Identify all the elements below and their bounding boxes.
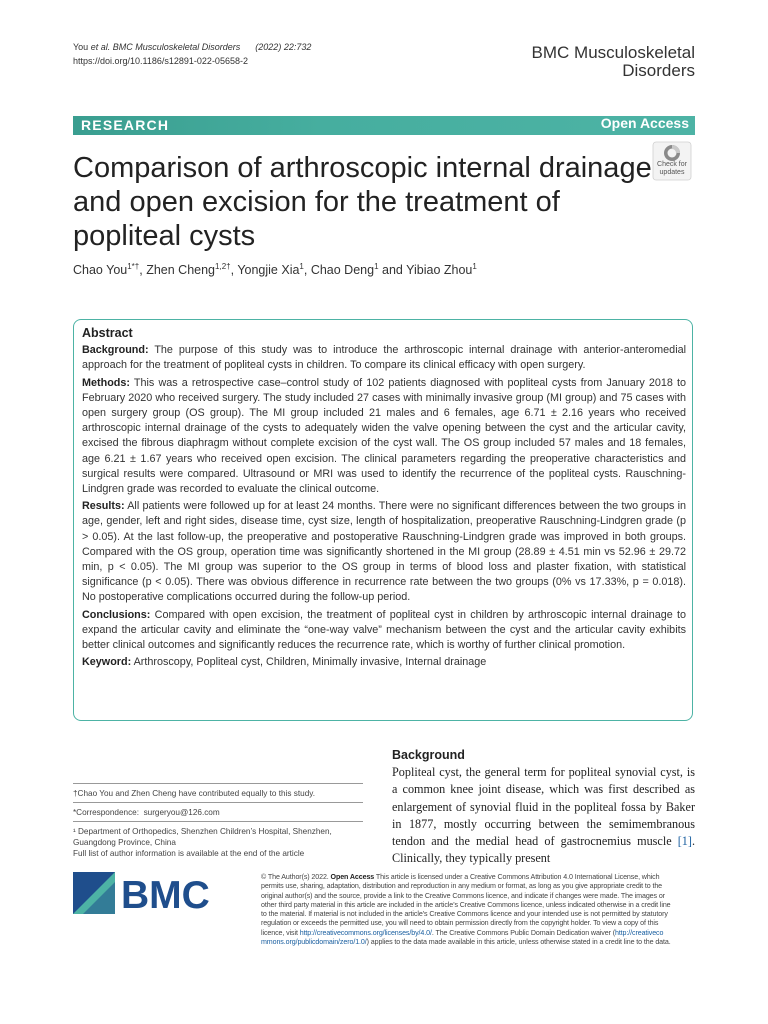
- abstract-heading: Abstract: [82, 326, 133, 340]
- running-citation: You et al. BMC Musculoskeletal Disorders (2022) 22:732: [73, 42, 312, 52]
- body-paragraph: Popliteal cyst, the general term for popliteal synovial cyst, is a common knee joint disease, which was first described as enlargement of synovial fluid in the popliteal fossa by Baker in 1877, mostly occurring between the semimembranous tendon and the medial head of gastrocnemius muscle [1]. Clinically, they typically present: [392, 765, 695, 866]
- doi-link[interactable]: https://doi.org/10.1186/s12891-022-05658-2: [73, 56, 248, 66]
- author-info-note: Full list of author information is available at the end of the article: [73, 849, 305, 858]
- section-heading: Background: [392, 748, 465, 762]
- license-text: © The Author(s) 2022. Open Access This article is licensed under a Creative Commons Attribution 4.0 International License, which permits use, sharing, adaptation, distribution and reproduction in any medium or format, as long as you give appropriate credit to the original author(s) and the source, provide a link to the Creative Commons licence, and indicate if changes were made. The images or other third party material in this article are included in the article’s Creative Commons licence, unless indicated otherwise in a credit line to the material. If material is not included in the article’s Creative Commons licence and your intended use is not permitted by statutory regulation or exceeds the permitted use, you will need to obtain permission directly from the copyright holder. To view a copy of this licence, visit http://creativecommons.org/licenses/by/4.0/. The Creative Commons Public Domain Dedication waiver (http://creativeco mmons.org/publicdomain/zero/1.0/) applies to the data made available in this article, unless otherwise stated in a credit line to the data.: [261, 873, 671, 947]
- abstract-box: [73, 319, 693, 721]
- citation-link[interactable]: [1]: [677, 834, 692, 849]
- author-name[interactable]: Chao Deng: [310, 263, 375, 278]
- correspondence-email[interactable]: surgeryou@126.com: [143, 808, 220, 817]
- author-name[interactable]: Yibiao Zhou: [406, 263, 473, 278]
- open-access-label: Open Access: [600, 115, 689, 131]
- affiliation-note: ¹ Department of Orthopedics, Shenzhen Children’s Hospital, Shenzhen, Guangdong Province, China: [73, 827, 332, 847]
- author-list: Chao You$^{1*\dagger}$, Zhen Cheng$^{1,2\dagger}$, Yongjie Xia$^1$, Chao Deng$^1$ and Yibiao Zhou$^1$: [73, 262, 477, 278]
- license-link[interactable]: http://creativecommons.org/licenses/by/4.0/: [299, 928, 432, 937]
- correspondence-note: *Correspondence: surgeryou@126.com: [73, 808, 220, 817]
- research-banner: [73, 116, 695, 135]
- abstract-methods: Methods: This was a retrospective case–control study of 102 patients diagnosed with popliteal cysts from January 2018 to February 2020 who received surgery. The study included 27 cases with minimally invasive group (MI group) and 75 cases with open surgery group (OS group). The MI group included 21 males and 6 females, age 6.71 ± 2.16 years who received arthroscopic internal drainage of the cysts to adequately widen the valve opening between the cyst and the articular cavity, excised the fibrous diaphragm without complete excision of the cyst wall. The OS group included 57 males and 18 females, age 6.21 ± 1.67 years who received open excision. The clinical parameters regarding the preoperative characteristics and surgical results were compared. Ultrasound or MRI was used to identify the recurrence of the popliteal cysts. Rauschning-Lindgren grade was recorded to evaluate the clinical outcome.: [82, 376, 686, 496]
- abstract-conclusions: Conclusions: Compared with open excision, the treatment of popliteal cyst in children by arthroscopic internal drainage to expand the articular cavity and eliminate the “one-way valve” mechanism between the cyst and the articular cavity exhibits better clinical outcomes and significantly reduces the recurrence rate, which is worthy of further clinical promotion.: [82, 608, 687, 652]
- public-domain-link[interactable]: http://creativeco: [614, 928, 664, 937]
- check-updates-text: Check for updates: [657, 161, 687, 176]
- body-column: [392, 748, 695, 868]
- footnotes: [73, 780, 363, 859]
- author-name[interactable]: Yongjie Xia: [237, 263, 300, 278]
- section-label: RESEARCH: [81, 117, 170, 133]
- article-title: Comparison of arthroscopic internal drainage and open excision for the treatment of popliteal cysts: [73, 152, 652, 252]
- bmc-logo-text: BMC: [121, 874, 210, 916]
- abstract-results: Results: All patients were followed up for at least 24 months. There were no significant differences between the two groups in age, gender, left and right sides, disease time, cyst size, length of hospitalization, preoperative Rauschning-Lindgren grade (p > 0.05). At the last follow-up, the preoperative and postoperative Rauschning-Lindgren grade was improved in both groups. Compared with the OS group, operation time was significantly shortened in the MI group (28.89 ± 4.51 min vs 52.96 ± 29.72 min, p < 0.05). The MI group was superior to the OS group in terms of blood loss and plaster fixation, with statistical significance (p < 0.05). There was obvious difference in recurrence rate between the two groups (0% vs 17.33%, p = 0.018). No postoperative complications occurred during the follow-up period.: [82, 500, 687, 604]
- author-name[interactable]: Zhen Cheng: [146, 263, 216, 278]
- journal-name: BMC Musculoskeletal Disorders: [531, 43, 695, 80]
- bmc-logo: [73, 872, 218, 916]
- public-domain-link-cont[interactable]: mmons.org/publicdomain/zero/1.0/: [261, 938, 367, 947]
- equal-contribution-note: †Chao You and Zhen Cheng have contributed equally to this study.: [73, 789, 316, 798]
- author-name[interactable]: Chao You: [73, 263, 128, 278]
- abstract-keywords: Keyword: Arthroscopy, Popliteal cyst, Children, Minimally invasive, Internal drainage: [82, 656, 487, 669]
- abstract-background: Background: The purpose of this study was to introduce the arthroscopic internal drainage with anterior-anteromedial approach for the treatment of popliteal cysts in children. To compare its clinical efficacy with open surgery.: [82, 344, 686, 372]
